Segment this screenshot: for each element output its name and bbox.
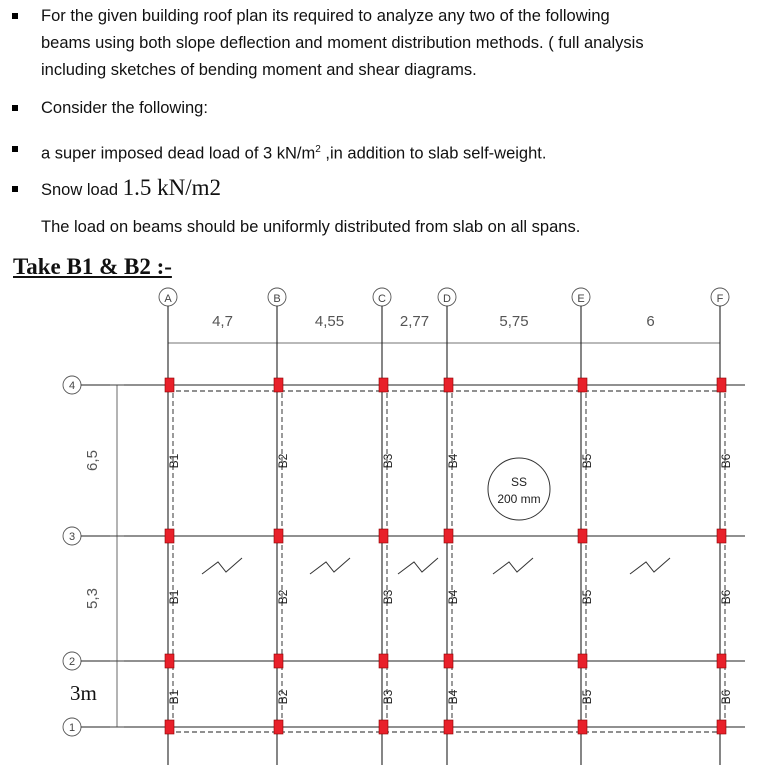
beam-label-b4: B4 [446, 589, 460, 605]
beam-label-b1: B1 [167, 689, 181, 705]
column [444, 529, 453, 543]
axis-label: E [577, 293, 585, 305]
column [165, 654, 174, 668]
column [379, 378, 388, 392]
column [274, 378, 283, 392]
column [578, 654, 587, 668]
column [274, 720, 283, 734]
one-way-slab-symbol [310, 558, 350, 574]
column [717, 378, 726, 392]
column [444, 720, 453, 734]
beam-label-b2: B2 [276, 689, 290, 705]
requirement-text-line1: For the given building roof plan its required to analyze any two of the following [41, 7, 610, 25]
row-label: 2 [68, 656, 76, 668]
beam-label-b3: B3 [381, 589, 395, 605]
dead-load-superscript: 2 [315, 144, 321, 155]
axis-label: A [164, 293, 172, 305]
consider-text: Consider the following: [41, 99, 208, 117]
beam-label-b2: B2 [276, 589, 290, 605]
beam-label-b4: B4 [446, 689, 460, 705]
beam-label-b6: B6 [719, 689, 733, 705]
row-label: 1 [68, 722, 76, 734]
column [717, 529, 726, 543]
column [717, 720, 726, 734]
one-way-slab-symbol [202, 558, 242, 574]
column-spacing-label: 4,55 [314, 313, 345, 330]
beam-label-b1: B1 [167, 453, 181, 469]
axis-label: D [443, 293, 451, 305]
axis-label: B [273, 293, 281, 305]
beam-label-b6: B6 [719, 589, 733, 605]
task-heading: Take B1 & B2 :- [13, 254, 172, 279]
column [274, 529, 283, 543]
column-spacing-label: 6 [646, 313, 655, 330]
snow-load-value: 1.5 kN/m2 [122, 175, 222, 200]
axis-label: F [716, 293, 724, 305]
column-spacing-label: 2,77 [399, 313, 430, 330]
handwritten-spacing-label: 3m [70, 681, 97, 705]
row-label: 4 [68, 380, 76, 392]
snow-load-label: Snow load [41, 181, 123, 199]
column [444, 654, 453, 668]
column [578, 529, 587, 543]
column [274, 654, 283, 668]
one-way-slab-symbol [398, 558, 438, 574]
axis-label: C [378, 293, 386, 305]
beam-label-b4: B4 [446, 453, 460, 469]
slab-note-line2: 200 mm [497, 492, 541, 506]
slab-note-circle [488, 458, 550, 520]
column [444, 378, 453, 392]
column [165, 529, 174, 543]
dead-load-main: a super imposed dead load of 3 kN/m [41, 144, 316, 163]
beam-label-b3: B3 [381, 453, 395, 469]
one-way-slab-symbol [630, 558, 670, 574]
plan-layer [63, 288, 745, 765]
column [379, 654, 388, 668]
beam-label-b5: B5 [580, 589, 594, 605]
beam-label-b6: B6 [719, 453, 733, 469]
beam-label-b2: B2 [276, 453, 290, 469]
beam-label-b3: B3 [381, 689, 395, 705]
column [165, 720, 174, 734]
column [717, 654, 726, 668]
column-spacing-label: 5,75 [499, 313, 529, 330]
column [379, 720, 388, 734]
load-distribution-text: The load on beams should be uniformly distributed from slab on all spans. [41, 218, 581, 236]
beam-label-b5: B5 [580, 453, 594, 469]
requirement-text-line3: including sketches of bending moment and shear diagrams. [41, 61, 477, 79]
row-spacing-label: 5,3 [84, 588, 101, 609]
column [379, 529, 388, 543]
row-spacing-label: 6,5 [84, 450, 101, 471]
column [578, 378, 587, 392]
slab-note-line1: SS [510, 475, 528, 489]
column [578, 720, 587, 734]
column-spacing-label: 4,7 [212, 313, 233, 330]
dead-load-tail: ,in addition to slab self-weight. [320, 144, 547, 163]
requirement-text-line2: beams using both slope deflection and moment distribution methods. ( full analysis [41, 34, 644, 52]
row-label: 3 [68, 531, 76, 543]
beam-label-b1: B1 [167, 589, 181, 605]
beam-label-b5: B5 [580, 689, 594, 705]
one-way-slab-symbol [493, 558, 533, 574]
column [165, 378, 174, 392]
